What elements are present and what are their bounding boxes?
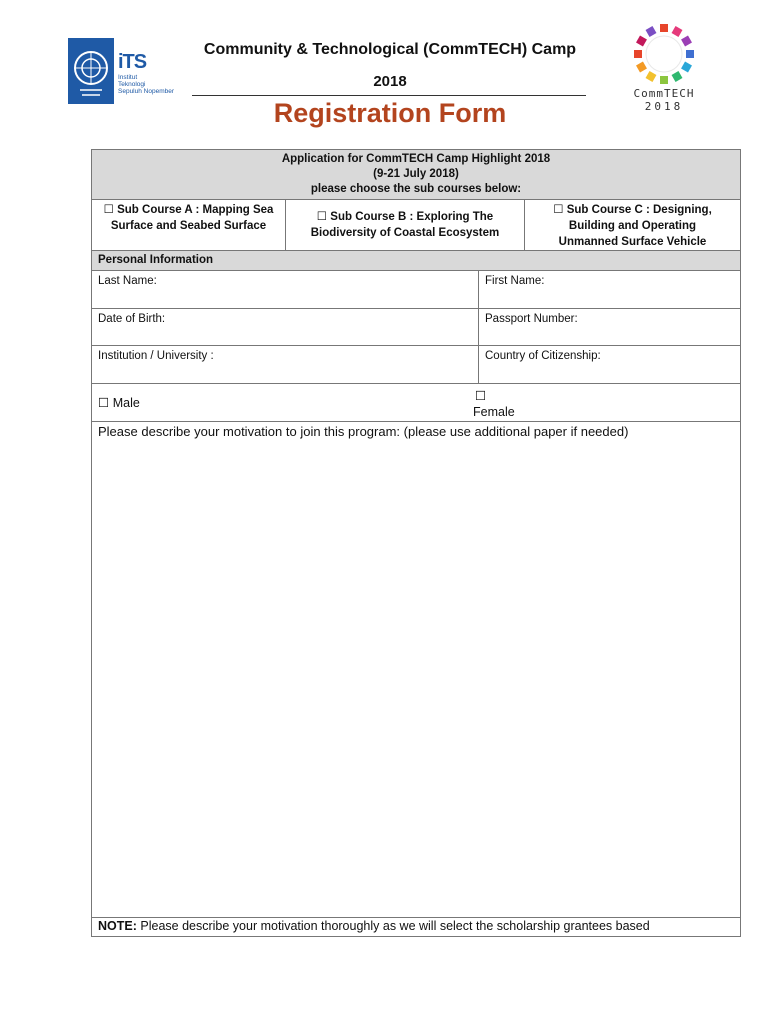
citizenship-label: Country of Citizenship: [485,350,601,362]
gender-female-option[interactable] [473,388,515,420]
first-name-field[interactable] [479,271,740,308]
sub-course-options [92,200,740,251]
citizenship-field[interactable] [479,346,740,383]
first-name-label: First Name: [485,275,545,287]
sub-course-a-label: Sub Course A : Mapping Sea Surface and Seabed Surface [110,204,274,232]
sub-course-a-checkbox[interactable]: ☐ [103,204,114,216]
application-header [92,150,740,200]
dob-field[interactable] [92,309,479,346]
its-logo [68,38,188,106]
note-row [92,918,740,936]
motivation-prompt: Please describe your motivation to join this program: (please use additional paper if needed) [98,424,629,439]
institution-field[interactable] [92,346,479,383]
last-name-label: Last Name: [98,275,157,287]
institution-citizenship-row [92,346,740,384]
commtech-gear-icon [627,22,701,86]
sub-course-c-checkbox[interactable]: ☐ [553,204,564,216]
passport-label: Passport Number: [485,312,578,325]
application-instruction: please choose the sub courses below: [310,183,522,195]
application-title: Application for CommTECH Camp Highlight 2018 [281,153,551,165]
gender-row [92,384,740,422]
personal-info-header: Personal Information [92,251,740,271]
note-label: NOTE: [98,919,137,933]
sub-course-a-option[interactable] [92,200,285,251]
its-line-2: Teknologi [118,81,146,88]
dob-label: Date of Birth: [98,312,166,325]
sub-course-c-label: Sub Course C : Designing, Building and Operating Unmanned Surface Vehicle [558,204,712,248]
application-dates: (9-21 July 2018) [373,168,459,180]
passport-field[interactable] [479,309,740,346]
sub-course-c-option[interactable] [525,200,740,251]
form-title: Registration Form [273,98,507,128]
its-line-3: Sepuluh Nopember [118,88,175,95]
registration-form-table [91,149,741,937]
its-brand: iTS [118,51,147,73]
sub-course-b-checkbox[interactable]: ☐ [316,211,328,223]
sub-course-b-label: Sub Course B : Exploring The Biodiversity of Coastal Ecosystem [310,211,500,239]
male-checkbox[interactable]: ☐ [98,396,110,410]
commtech-logo-year: 2018 [644,100,684,113]
female-label: Female [473,405,515,419]
event-year: 2018 [373,73,407,90]
commtech-logo-name: CommTECH [633,87,695,100]
female-checkbox[interactable]: ☐ [475,389,487,403]
sub-course-b-option[interactable] [285,200,525,251]
last-name-field[interactable] [92,271,479,308]
name-row [92,271,740,309]
event-title: Community & Technological (CommTECH) Camp [203,41,577,58]
gender-male-option[interactable] [98,395,140,410]
male-label: Male [112,396,140,410]
its-shield-icon [68,38,114,104]
dob-passport-row [92,309,740,347]
motivation-field[interactable] [92,422,740,918]
note-text: Please describe your motivation thoroughly as we will select the scholarship grantees based [140,919,650,933]
institution-label: Institution / University : [98,350,214,362]
its-line-1: Institut [118,74,138,81]
commtech-logo [622,22,706,114]
